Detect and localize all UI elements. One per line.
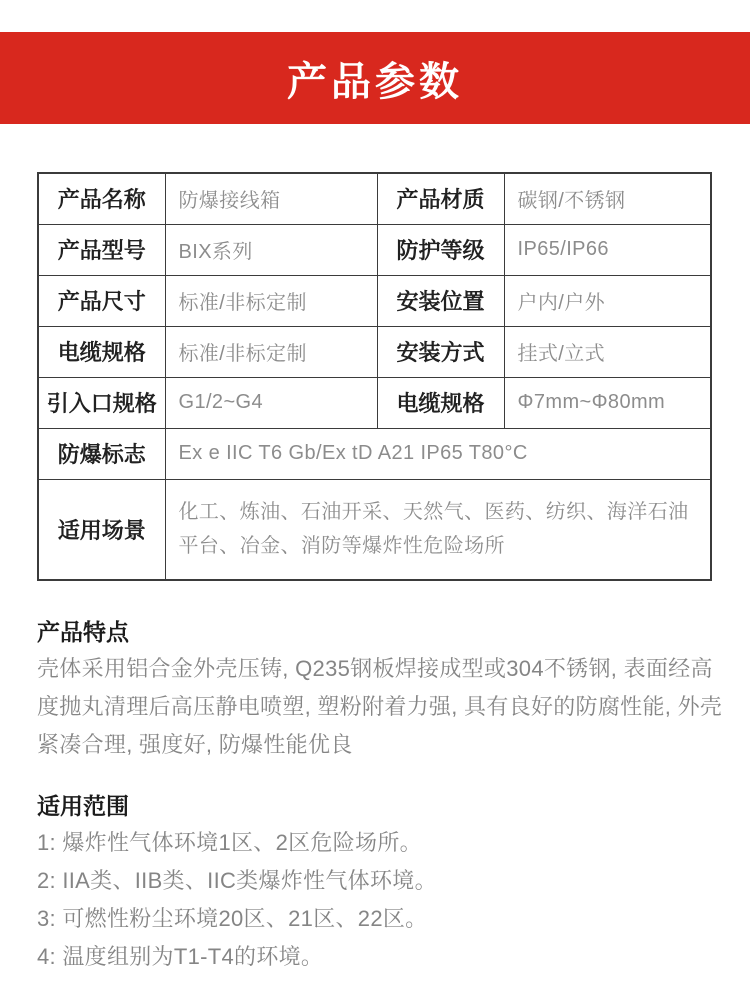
scope-item-2: 2: IIA类、IIB类、IIC类爆炸性气体环境。 — [37, 868, 437, 893]
spec-row — [38, 173, 711, 224]
spec-row — [38, 479, 711, 580]
spec-value-install-method: 挂式/立式 — [504, 326, 711, 377]
spec-value-material: 碳钢/不锈钢 — [504, 173, 711, 224]
spec-value-product-model: BIX系列 — [165, 224, 377, 275]
spec-label-material: 产品材质 — [377, 173, 504, 224]
spec-row — [38, 224, 711, 275]
header-banner — [0, 32, 750, 124]
scope-item-3: 3: 可燃性粉尘环境20区、21区、22区。 — [37, 906, 428, 931]
spec-value-cable-spec: 标准/非标定制 — [165, 326, 377, 377]
spec-label-explosion-proof-mark: 防爆标志 — [38, 428, 165, 479]
spec-label-product-size: 产品尺寸 — [38, 275, 165, 326]
spec-value-install-location: 户内/户外 — [504, 275, 711, 326]
spec-row — [38, 377, 711, 428]
spec-value-protection-rating: IP65/IP66 — [504, 224, 711, 275]
spec-value-application-scenarios: 化工、炼油、石油开采、天然气、医药、纺织、海洋石油平台、冶金、消防等爆炸性危险场所 — [165, 479, 711, 580]
scope-heading: 适用范围 — [37, 793, 129, 819]
spec-value-cable-diameter: Φ7mm~Φ80mm — [504, 377, 711, 428]
spec-label-inlet-spec: 引入口规格 — [38, 377, 165, 428]
features-heading: 产品特点 — [37, 619, 129, 645]
features-paragraph: 壳体采用铝合金外壳压铸, Q235钢板焊接成型或304不锈钢, 表面经高度抛丸清理后高压静电喷塑, 塑粉附着力强, 具有良好的防腐性能, 外壳紧凑合理, 强度好, 防爆性能优良 — [37, 656, 723, 757]
scope-item-1: 1: 爆炸性气体环境1区、2区危险场所。 — [37, 830, 422, 855]
spec-label-application-scenarios: 适用场景 — [38, 479, 165, 580]
spec-row — [38, 275, 711, 326]
spec-label-cable-spec: 电缆规格 — [38, 326, 165, 377]
page-title: 产品参数 — [287, 59, 463, 104]
spec-label-protection-rating: 防护等级 — [377, 224, 504, 275]
scope-list — [37, 824, 725, 976]
spec-row — [38, 428, 711, 479]
spec-label-product-name: 产品名称 — [38, 173, 165, 224]
spec-value-inlet-spec: G1/2~G4 — [165, 377, 377, 428]
spec-value-explosion-proof-mark: Ex e IIC T6 Gb/Ex tD A21 IP65 T80°C — [165, 428, 711, 479]
spec-label-cable-diameter: 电缆规格 — [377, 377, 504, 428]
spec-label-product-model: 产品型号 — [38, 224, 165, 275]
spec-value-product-size: 标准/非标定制 — [165, 275, 377, 326]
spec-label-install-method: 安装方式 — [377, 326, 504, 377]
product-spec-table — [37, 172, 712, 581]
spec-row — [38, 326, 711, 377]
spec-value-product-name: 防爆接线箱 — [165, 173, 377, 224]
scope-item-4: 4: 温度组别为T1-T4的环境。 — [37, 944, 324, 969]
spec-label-install-location: 安装位置 — [377, 275, 504, 326]
